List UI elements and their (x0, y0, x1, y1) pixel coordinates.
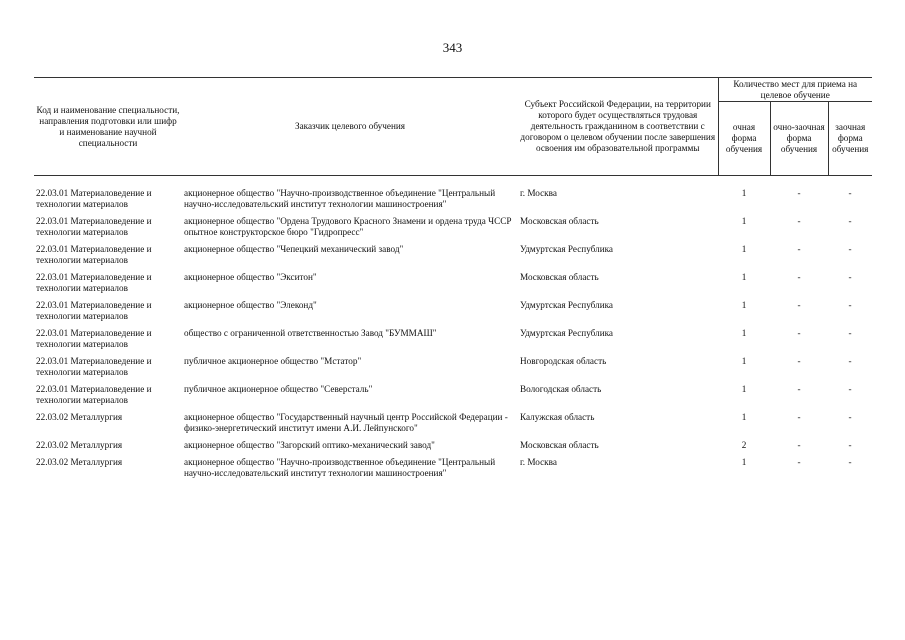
row-parttime-count: - (797, 244, 801, 254)
row-region: г. Москва (520, 188, 557, 198)
row-region: Удмуртская Республика (520, 244, 614, 254)
row-parttime-count: - (797, 384, 801, 394)
header-parttime: очно-заочная форма обучения (770, 102, 828, 176)
row-fulltime-count: 1 (741, 188, 747, 198)
row-parttime-count: - (797, 457, 801, 467)
table-row (34, 216, 872, 244)
row-distance-count: - (848, 440, 852, 450)
row-region: г. Москва (520, 457, 557, 467)
table-row (34, 384, 872, 412)
row-distance-count: - (848, 412, 852, 422)
row-code: 22.03.02 Металлургия (36, 440, 123, 450)
header-code: Код и наименование специальности, направления подготовки или шифр и наименование научной специальности (34, 78, 182, 176)
row-region: Московская область (520, 216, 599, 226)
table-row (34, 440, 872, 457)
table-row (34, 272, 872, 300)
table-row (34, 328, 872, 356)
row-customer: акционерное общество "Научно-производственное объединение "Центральный научно-исследовательский институт технологии машиностроения" (184, 188, 496, 209)
row-parttime-count: - (797, 356, 801, 366)
row-code: 22.03.02 Металлургия (36, 457, 123, 467)
row-parttime-count: - (797, 300, 801, 310)
row-region: Вологодская область (520, 384, 602, 394)
table-row (34, 412, 872, 440)
row-fulltime-count: 1 (741, 356, 747, 366)
table-row (34, 356, 872, 384)
row-customer: публичное акционерное общество "Северсталь" (184, 384, 373, 394)
row-region: Московская область (520, 440, 599, 450)
row-fulltime-count: 1 (741, 384, 747, 394)
target-admission-table (34, 77, 872, 485)
row-region: Удмуртская Республика (520, 300, 614, 310)
row-distance-count: - (848, 457, 852, 467)
header-distance: заочная форма обучения (828, 102, 872, 176)
row-code: 22.03.01 Материаловедение и технологии материалов (36, 216, 152, 237)
row-region: Московская область (520, 272, 599, 282)
header-places: Количество мест для приема на целевое обучение (718, 78, 872, 102)
row-parttime-count: - (797, 188, 801, 198)
header-region: Субъект Российской Федерации, на территории которого будет осуществляться трудовая деятельность гражданином в соответствии с договором о целевом обучении после завершения освоения им образовательной программы (518, 78, 718, 176)
row-customer: акционерное общество "Ордена Трудового Красного Знамени и ордена труда ЧССР опытное конструкторское бюро "Гидропресс" (184, 216, 512, 237)
row-fulltime-count: 1 (741, 216, 747, 226)
header-customer: Заказчик целевого обучения (182, 78, 518, 176)
row-code: 22.03.02 Металлургия (36, 412, 123, 422)
row-code: 22.03.01 Материаловедение и технологии материалов (36, 384, 152, 405)
row-customer: акционерное общество "Загорский оптико-механический завод" (184, 440, 435, 450)
row-fulltime-count: 1 (741, 300, 747, 310)
row-customer: общество с ограниченной ответственностью Завод "БУММАШ" (184, 328, 437, 338)
row-parttime-count: - (797, 440, 801, 450)
header-fulltime: очная форма обучения (718, 102, 770, 176)
row-region: Удмуртская Республика (520, 328, 614, 338)
row-region: Калужская область (520, 412, 595, 422)
row-parttime-count: - (797, 216, 801, 226)
table-row (34, 300, 872, 328)
row-code: 22.03.01 Материаловедение и технологии материалов (36, 328, 152, 349)
row-parttime-count: - (797, 328, 801, 338)
row-fulltime-count: 1 (741, 457, 747, 467)
row-code: 22.03.01 Материаловедение и технологии материалов (36, 244, 152, 265)
row-distance-count: - (848, 272, 852, 282)
row-customer: акционерное общество "Экситон" (184, 272, 317, 282)
row-parttime-count: - (797, 412, 801, 422)
table-row (34, 244, 872, 272)
row-code: 22.03.01 Материаловедение и технологии материалов (36, 272, 152, 293)
row-customer: акционерное общество "Государственный научный центр Российской Федерации - физико-энергетический институт имени А.И. Лейпунского" (184, 412, 508, 433)
row-distance-count: - (848, 328, 852, 338)
row-fulltime-count: 2 (741, 440, 747, 450)
row-region: Новгородская область (520, 356, 607, 366)
row-distance-count: - (848, 300, 852, 310)
row-distance-count: - (848, 188, 852, 198)
row-distance-count: - (848, 216, 852, 226)
row-code: 22.03.01 Материаловедение и технологии материалов (36, 188, 152, 209)
table-row (34, 457, 872, 485)
row-customer: акционерное общество "Чепецкий механический завод" (184, 244, 404, 254)
row-distance-count: - (848, 384, 852, 394)
row-fulltime-count: 1 (741, 412, 747, 422)
row-distance-count: - (848, 356, 852, 366)
row-fulltime-count: 1 (741, 328, 747, 338)
row-code: 22.03.01 Материаловедение и технологии материалов (36, 300, 152, 321)
row-code: 22.03.01 Материаловедение и технологии материалов (36, 356, 152, 377)
row-distance-count: - (848, 244, 852, 254)
row-parttime-count: - (797, 272, 801, 282)
row-fulltime-count: 1 (741, 244, 747, 254)
row-customer: публичное акционерное общество "Мстатор" (184, 356, 362, 366)
table-row (34, 188, 872, 216)
table-body (34, 176, 872, 486)
page-number: 343 (442, 40, 463, 55)
row-customer: акционерное общество "Элеконд" (184, 300, 317, 310)
row-fulltime-count: 1 (741, 272, 747, 282)
row-customer: акционерное общество "Научно-производственное объединение "Центральный научно-исследовательский институт технологии машиностроения" (184, 457, 496, 478)
